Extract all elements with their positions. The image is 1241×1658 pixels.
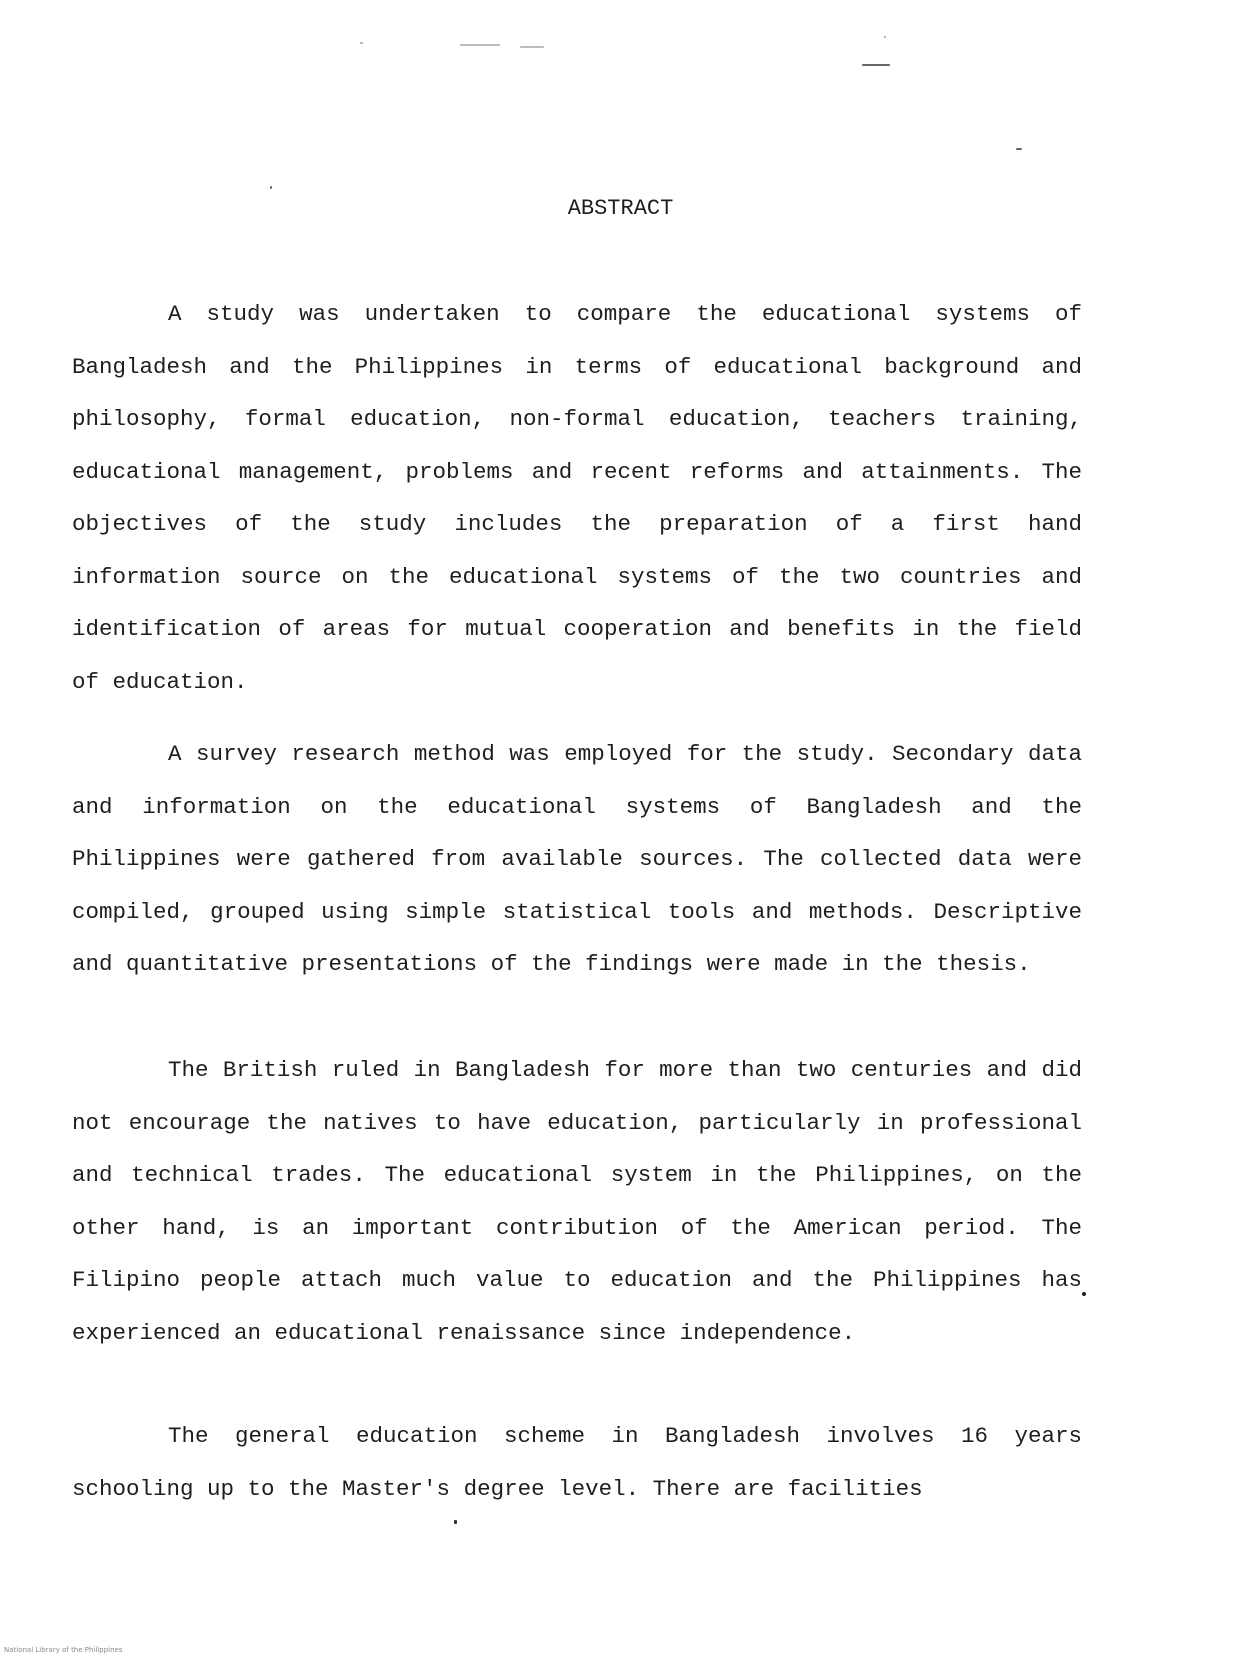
scan-speck: [520, 46, 544, 48]
scan-speck: [1082, 1292, 1086, 1296]
scan-speck: [884, 36, 886, 38]
abstract-paragraph-2: A survey research method was employed for the study. Secondary data and information on the educational systems of Bangladesh and the Philippines were gathered from available sources. The collected data were compiled, grouped using simple statistical tools and methods. Descriptive and quantitative presentations of the findings were made in the thesis.: [72, 741, 1082, 977]
scan-speck: [1016, 148, 1022, 150]
scan-speck: [862, 64, 890, 66]
scan-speck: [460, 44, 500, 46]
abstract-paragraph-3: The British ruled in Bangladesh for more than two centuries and did not encourage the natives to have education, particularly in professional and technical trades. The educational system in the Philippines, on the other hand, is an important contribution of the American period. The Filipino people attach much value to education and the Philippines has experienced an educational renaissance since independence.: [72, 1057, 1082, 1346]
scan-footer-note: National Library of the Philippines: [4, 1646, 123, 1654]
scan-speck: [454, 1520, 457, 1524]
abstract-paragraph-1: A study was undertaken to compare the educational systems of Bangladesh and the Philippines in terms of educational background and philosophy, formal education, non-formal education, teachers training, educational management, problems and recent reforms and attainments. The objectives of the study includes the preparation of a first hand information source on the educational systems of the two countries and identification of areas for mutual cooperation and benefits in the field of education.: [72, 301, 1082, 695]
abstract-paragraph-4: The general education scheme in Bangladesh involves 16 years schooling up to the Master's degree level. There are facilities: [72, 1423, 1082, 1502]
scan-speck: [360, 42, 363, 44]
abstract-title: ABSTRACT: [567, 196, 674, 221]
scan-speck: [270, 186, 272, 189]
